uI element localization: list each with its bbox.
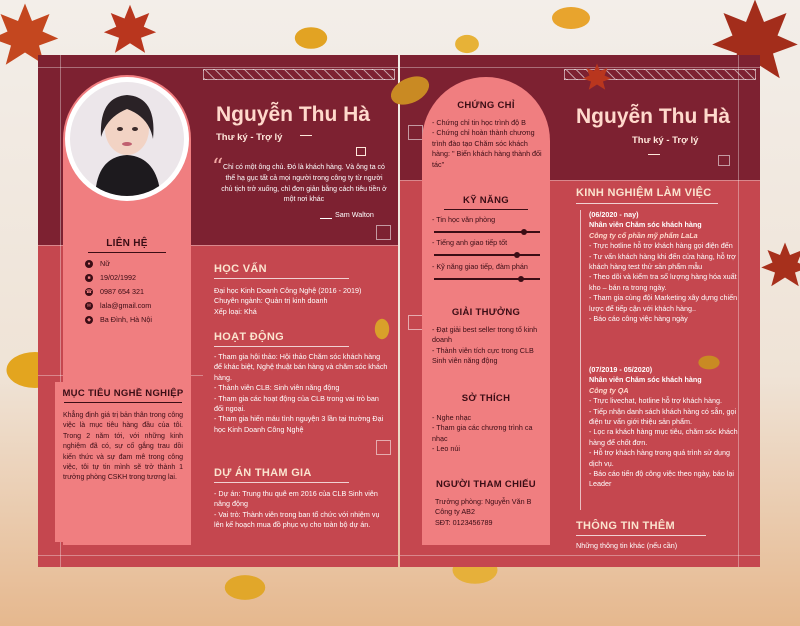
experience-heading: KINH NGHIỆM LÀM VIỆC [576,187,712,199]
contact-phone: 0987 654 321 [100,287,144,296]
objective-heading: MỤC TIÊU NGHỀ NGHIỆP [62,388,184,399]
projects-list [214,489,389,531]
resume-right-page [400,55,760,567]
education-heading: HỌC VẤN [214,263,267,275]
skill-bar-marker [514,252,520,258]
education-school: Đại học Kinh Doanh Công Nghệ (2016 - 2019) [214,286,362,295]
leaf-icon [370,315,394,343]
certificate-item: - Chứng chỉ hoàn thành chương trình đào tạo Chăm sóc khách hàng: " Biến khách hàng thành đối tác" [432,128,542,169]
activity-item: - Tham gia hội thảo: Hội thảo Chăm sóc khách hàng để khác biệt, Nghệ thuật bán hàng và chăm sóc khách hàng. [214,352,388,382]
reference-name: Trưởng phòng: Nguyễn Văn B [435,497,532,506]
contact-email: lala@gmail.com [100,301,152,310]
skill-bar [434,254,540,256]
activities-list [214,352,389,435]
experience-job [589,365,739,490]
project-item: - Vai trò: Thành viên trong ban tổ chức với nhiệm vụ lên kế hoạch mua đồ phục vụ cho toàn bộ dự án. [214,509,380,530]
skill-label: - Tin học văn phòng [432,215,496,224]
hobby-item: - Leo núi [432,444,460,454]
award-item: - Đạt giải best seller trong tổ kinh doanh [432,325,538,345]
contact-heading: LIÊN HỆ [106,238,148,249]
resume-left-page [38,55,398,567]
leaf-icon [452,30,482,58]
leaf-icon [290,20,332,56]
awards-heading: GIẢI THƯỞNG [451,307,521,318]
job-duty: - Báo cáo tiến độ công việc theo ngày, báo lại Leader [589,469,734,489]
activity-item: - Tham gia các hoạt động của CLB trong vai trò ban đối ngoại. [214,393,379,414]
job-duty: - Trực livechat, hotline hỗ trợ khách hàng. [589,396,722,406]
activity-item: - Thành viên CLB: Sinh viên năng động [214,383,340,393]
job-duty: - Theo dõi và kiểm tra số lượng hàng hóa xuất kho – bán ra trong ngày. [589,272,737,292]
education-grade: Xếp loại: Khá [214,306,257,316]
award-item: - Thành viên tích cực trong CLB Sinh viên năng động [432,345,534,366]
job-company: Công ty cổ phần mỹ phẩm LaLa [589,230,698,240]
job-period: (07/2019 - 05/2020) [589,365,653,374]
quote-author-line [320,218,332,219]
skill-bar-marker [518,276,524,282]
certificates-list [432,118,546,170]
leaf-icon [215,565,275,610]
candidate-name: Nguyễn Thu Hà [576,105,731,128]
job-title: Thư ký - Trợ lý [632,135,699,146]
project-item: - Dự án: Trung thu quê em 2016 của CLB Sinh viên năng động [214,489,378,509]
job-duty: - Hỗ trợ khách hàng trong quá trình sử dụng dịch vụ. [589,448,730,468]
contact-address: Ba Đình, Hà Nội [100,315,152,324]
hobbies-list [432,413,546,455]
certificate-item: - Chứng chỉ tin học trình độ B [432,118,526,127]
job-period: (06/2020 - nay) [589,210,639,219]
leaf-icon [540,0,602,40]
education-details [214,286,389,317]
activities-heading: HOẠT ĐỘNG [214,331,284,343]
job-duty: - Lọc ra khách hàng mục tiêu, chăm sóc khách hàng để chốt đơn. [589,427,738,447]
job-duty: - Tham gia cùng đội Marketing xây dựng chiến lược để tiếp cận với khách hàng.. [589,293,738,313]
job-duty: - Tiếp nhận danh sách khách hàng có sẵn, gọi điện tư vấn giới thiệu sản phẩm. [589,406,737,427]
job-title: Thư ký - Trợ lý [216,132,283,143]
skill-label: - Kỹ năng giao tiếp, đàm phán [432,262,528,271]
skill-label: - Tiếng anh giao tiếp tốt [432,238,508,247]
job-duty: - Tư vấn khách hàng khi đến cửa hàng, hỗ trợ khách hàng test thử sản phẩm mẫu [589,251,736,272]
other-info-heading: THÔNG TIN THÊM [576,520,675,532]
projects-heading: DỰ ÁN THAM GIA [214,467,312,479]
objective-text: Khẳng định giá trị bản thân trong công việc là mục tiêu hàng đầu của tôi. Trong 2 năm tới, với những kinh nghiệm đã có, sự cố gắng trau dồi kiến thức và sự đam mê trong công việc, tôi tự tin mình sẽ trở thành 1 trưởng phòng CSKH trong tương lai. [63,412,183,482]
skill-bar [434,231,540,233]
leaf-icon [694,350,724,375]
awards-list [432,325,546,367]
skills-heading: KỸ NĂNG [463,195,509,206]
maple-leaf-icon [760,225,800,305]
maple-leaf-icon [95,2,165,57]
job-company: Công ty QA [589,385,629,395]
hobby-item: - Nghe nhạc [432,413,472,422]
quote-author: Sam Walton [335,210,374,219]
email-icon: ✉ [86,303,92,309]
avatar [65,77,189,201]
quote-mark-icon: “ [212,155,224,180]
skill-bar [434,278,540,280]
job-position: Nhân viên Chăm sóc khách hàng [589,220,702,230]
other-info-text: Những thông tin khác (nếu cần) [576,541,678,550]
hobby-item: - Tham gia các chương trình ca nhạc [432,423,533,443]
education-major: Chuyên ngành: Quản trị kinh doanh [214,296,328,306]
quote-text: Chỉ có một ông chủ. Đó là khách hàng. Và ông ta có thể hạ gục tất cả mọi người trong công ty từ người chủ tịch trở xuống, chỉ đơn giản bằng cách tiêu tiền ở một nơi khác [221,164,387,204]
location-icon: ◆ [85,316,93,324]
phone-icon: ☎ [85,289,93,295]
job-duty: - Báo cáo công việc hàng ngày [589,314,688,324]
reference-phone: SĐT: 0123456789 [435,517,493,527]
activity-item: - Tham gia hiến máu tình nguyện 3 lần tại trường Đại học Kinh Doanh Công Nghệ [214,414,384,434]
leaf-icon [380,68,440,113]
certificates-heading: CHỨNG CHỈ [457,100,515,111]
job-position: Nhân viên Chăm sóc khách hàng [589,375,702,385]
references-list [435,497,549,528]
references-heading: NGƯỜI THAM CHIẾU [436,479,536,490]
job-duty: - Trực hotline hỗ trợ khách hàng gọi điện đến [589,241,733,251]
experience-job [589,210,739,324]
calendar-icon: ■ [85,274,93,282]
maple-leaf-icon [582,62,612,92]
profile-photo [65,77,189,201]
person-icon: ● [85,260,93,268]
hobbies-heading: SỞ THÍCH [461,393,511,404]
reference-company: Công ty AB2 [435,507,475,517]
candidate-name: Nguyễn Thu Hà [216,103,371,126]
contact-birthday: 19/02/1992 [100,273,136,282]
contact-gender: Nữ [100,259,111,268]
